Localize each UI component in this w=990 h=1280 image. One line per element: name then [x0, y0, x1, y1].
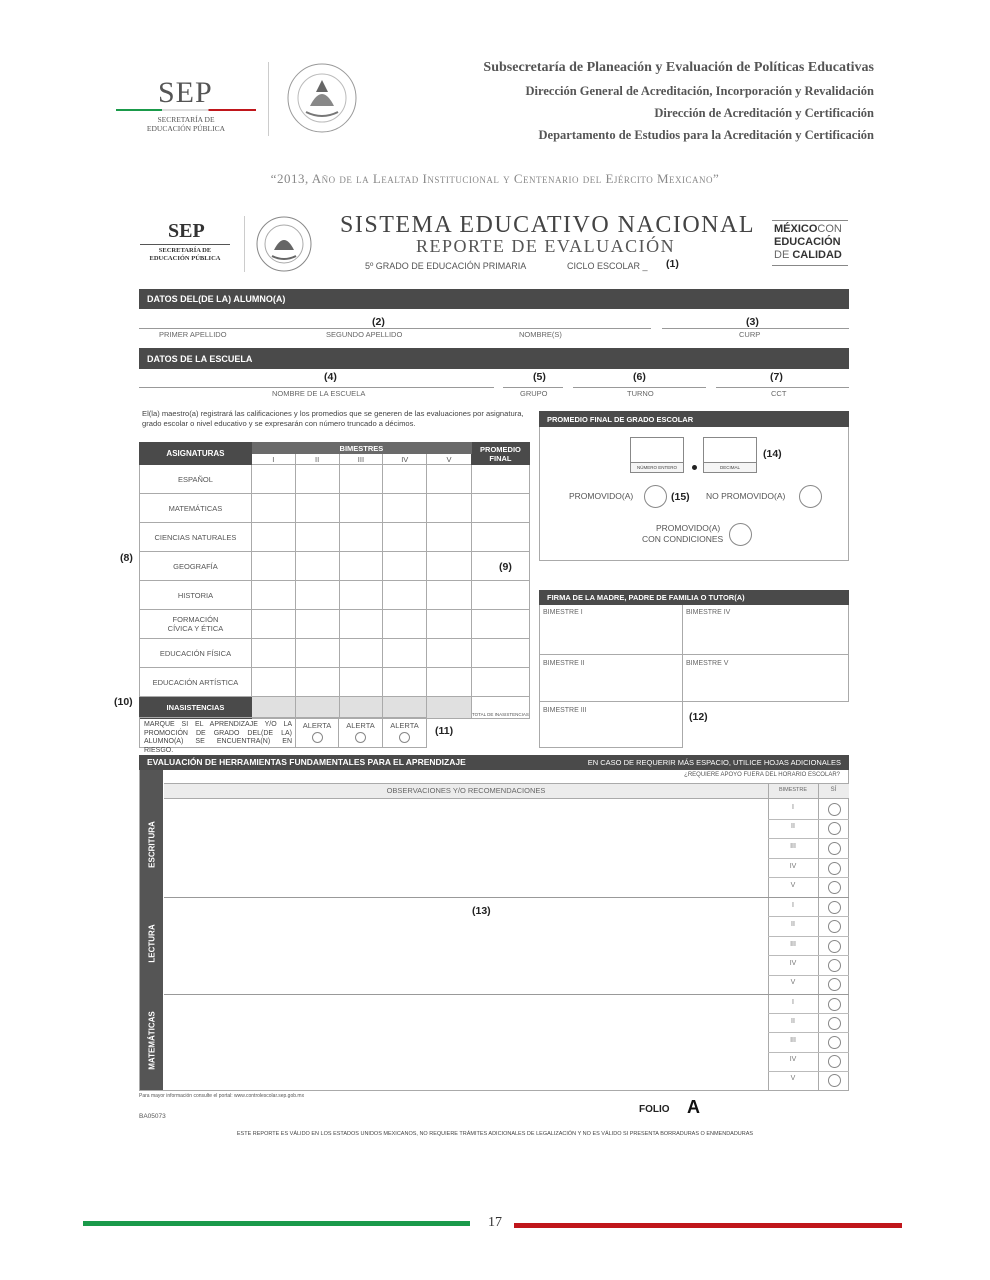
form-sep-logo-text: SEP [168, 220, 205, 242]
grade-cell[interactable] [295, 610, 339, 639]
grade-cell[interactable] [295, 494, 339, 523]
whole-number-box[interactable] [630, 437, 684, 473]
marker-9: (9) [499, 561, 512, 573]
support-radio[interactable] [828, 940, 841, 953]
grade-cell[interactable] [339, 610, 383, 639]
header-line-3: Dirección de Acreditación y Certificación [654, 106, 874, 120]
bimestre-label: III [790, 843, 796, 850]
final-cell[interactable] [471, 494, 529, 523]
signature-bimestre-5[interactable] [682, 654, 849, 702]
subject-ciencias: CIENCIAS NATURALES [140, 523, 252, 552]
marker-3: (3) [746, 316, 759, 328]
sep-logo-sub2: EDUCACIÓN PÚBLICA [146, 124, 226, 133]
bimestre-label: V [790, 979, 796, 987]
tools-title: EVALUACIÓN DE HERRAMIENTAS FUNDAMENTALES PARA EL APRENDIZAJE [147, 757, 466, 767]
bimestre-label: IV [789, 862, 797, 870]
label-school-name: NOMBRE DE LA ESCUELA [272, 389, 366, 398]
label-first-surname: PRIMER APELLIDO [159, 330, 227, 339]
tools-section-header [139, 755, 849, 770]
student-section-header: DATOS DEL(DE LA) ALUMNO(A) [139, 289, 849, 309]
page-number: 17 [488, 1215, 502, 1230]
absence-cell[interactable] [427, 697, 472, 719]
bimestres-header: BIMESTRES [251, 443, 471, 454]
quality-badge [772, 220, 848, 266]
motto: “2013, Año de la Lealtad Institucional y Centenario del Ejército Mexicano” [270, 171, 720, 186]
form-title: SISTEMA EDUCATIVO NACIONAL [340, 212, 755, 238]
alert-radio[interactable] [312, 732, 323, 743]
subject-fisica: EDUCACIÓN FÍSICA [140, 639, 252, 668]
school-line-group [503, 387, 563, 388]
signature-label: BIMESTRE IV [686, 609, 731, 616]
decimal-box[interactable] [703, 437, 757, 473]
final-average-box [539, 427, 849, 561]
alert-label: ALERTA [390, 721, 419, 730]
grade-cell[interactable] [251, 465, 295, 494]
obs-header: OBSERVACIONES Y/O RECOMENDACIONES [386, 786, 546, 795]
support-radio[interactable] [828, 803, 841, 816]
bimestre-col-4: IV [383, 454, 427, 465]
marker-6: (6) [633, 371, 646, 383]
subject-geografia: GEOGRAFÍA [140, 552, 252, 581]
total-absences[interactable] [471, 697, 529, 719]
grade-cell[interactable] [295, 639, 339, 668]
bimestre-label: I [792, 901, 794, 909]
risk-box [139, 717, 296, 754]
table-row [140, 523, 530, 552]
final-average-header: PROMEDIO FINAL [471, 443, 529, 465]
absence-cell[interactable] [295, 697, 339, 719]
form-sep-logo-rule [140, 244, 230, 245]
grade-cell[interactable] [295, 552, 339, 581]
bimestre-row-line [768, 1013, 849, 1014]
grade-cell[interactable] [251, 523, 295, 552]
grade-cell[interactable] [383, 639, 427, 668]
grade-cell[interactable] [251, 639, 295, 668]
absence-cell[interactable] [383, 697, 427, 719]
support-radio[interactable] [828, 1055, 841, 1068]
sep-logo-sub1: SECRETARÍA DE [157, 115, 215, 124]
school-line-cct [716, 387, 849, 388]
bimestre-col-2: II [295, 454, 339, 465]
marker-10: (10) [114, 696, 133, 708]
grade-cell[interactable] [339, 552, 383, 581]
alert-radio[interactable] [399, 732, 410, 743]
header-divider [268, 62, 269, 136]
absence-cell[interactable] [251, 697, 295, 719]
promoted-label: PROMOVIDO(A) [569, 491, 634, 501]
absence-cell[interactable] [339, 697, 383, 719]
bimestre-col-5: V [427, 454, 472, 465]
badge-rule-bottom [772, 265, 848, 266]
alert-label: ALERTA [302, 721, 332, 730]
marker-15: (15) [671, 491, 690, 503]
support-radio[interactable] [828, 1036, 841, 1049]
badge-rule-top [772, 220, 848, 221]
header-line-4: Departamento de Estudios para la Acreditación y Certificación [538, 128, 874, 142]
grade-cell[interactable] [427, 465, 472, 494]
decimal-label: DECIMAL [704, 462, 756, 472]
label-shift: TURNO [627, 389, 654, 398]
grade-cell[interactable] [339, 523, 383, 552]
marker-8: (8) [120, 552, 133, 564]
signature-label: BIMESTRE I [543, 609, 583, 616]
grade-cell[interactable] [427, 552, 472, 581]
bimestre-row-line [768, 1052, 849, 1053]
si-header: SÍ [830, 787, 837, 793]
grade-cell[interactable] [427, 639, 472, 668]
school-line-shift [573, 387, 706, 388]
observations-area[interactable] [164, 800, 767, 896]
support-radio[interactable] [828, 822, 841, 835]
label-names: NOMBRE(S) [519, 330, 562, 339]
marker-5: (5) [533, 371, 546, 383]
support-radio[interactable] [828, 862, 841, 875]
sep-logo-stripe [116, 109, 256, 111]
student-line-curp [662, 328, 849, 329]
label-curp: CURP [739, 330, 761, 339]
bimestre-header: BIMESTRE [778, 787, 808, 793]
promoted-cond-radio[interactable] [729, 523, 752, 546]
badge-line1 [774, 223, 842, 235]
bimestre-label: III [790, 1037, 796, 1044]
bimestre-label: IV [789, 959, 797, 967]
bimestre-row-line [768, 1032, 849, 1033]
form-subtitle: REPORTE DE EVALUACIÓN [416, 236, 676, 256]
absences-row [140, 697, 530, 719]
form-sep-logo-sub2: EDUCACIÓN PÚBLICA [149, 255, 221, 262]
folio-value: A [687, 1097, 700, 1117]
label-cct: CCT [771, 389, 787, 398]
bimestre-label: II [791, 823, 795, 831]
form-header-divider [244, 216, 245, 272]
subject-civica: FORMACIÓN CÍVICA Y ÉTICA [140, 610, 252, 639]
cycle-label: CICLO ESCOLAR _ [567, 261, 648, 271]
grade-cell[interactable] [427, 581, 472, 610]
grade-cell[interactable] [427, 668, 472, 697]
form-sep-logo [140, 220, 236, 270]
bimestre-label: V [790, 882, 796, 890]
badge-con: CON [817, 223, 842, 235]
badge-mexico: MÉXICO [774, 223, 818, 235]
bimestre-label: II [791, 921, 795, 929]
form-seal [256, 216, 312, 272]
support-radio[interactable] [828, 842, 841, 855]
grade-cell[interactable] [339, 639, 383, 668]
final-cell[interactable] [471, 523, 529, 552]
bimestre-row-line [768, 1071, 849, 1072]
alert-2 [339, 717, 383, 748]
bimestre-label: IV [789, 1056, 797, 1064]
support-radio[interactable] [828, 998, 841, 1011]
subjects-header: ASIGNATURAS [140, 443, 252, 465]
bimestre-row-line [768, 838, 849, 839]
grade-cell[interactable] [427, 523, 472, 552]
subject-historia: HISTORIA [140, 581, 252, 610]
signature-label: BIMESTRE III [543, 707, 587, 714]
bimestre-row-line [768, 877, 849, 878]
support-radio[interactable] [828, 920, 841, 933]
grade-cell[interactable] [427, 494, 472, 523]
grade-cell[interactable] [251, 552, 295, 581]
subject-matematicas: MATEMÁTICAS [140, 494, 252, 523]
tools-note: EN CASO DE REQUERIR MÁS ESPACIO, UTILICE HOJAS ADICIONALES [587, 758, 841, 767]
grade-cell[interactable] [295, 523, 339, 552]
signature-label: BIMESTRE II [543, 660, 585, 667]
portal-note: Para mayor información consulte el portal: www.controlescolar.sep.gob.mx [139, 1093, 305, 1099]
signature-bimestre-3[interactable] [539, 701, 683, 748]
grade-cell[interactable] [339, 465, 383, 494]
signature-bimestre-4[interactable] [682, 605, 849, 655]
form-code: BA05073 [139, 1113, 166, 1120]
bimestre-label: I [792, 998, 794, 1006]
signature-label: BIMESTRE V [686, 660, 729, 667]
absences-label: INASISTENCIAS [140, 697, 252, 719]
final-cell[interactable] [471, 610, 529, 639]
subject-espanol: ESPAÑOL [140, 465, 252, 494]
badge-calidad: CALIDAD [792, 249, 842, 261]
bimestre-col-1: I [251, 454, 295, 465]
support-question: ¿REQUIERE APOYO FUERA DEL HORARIO ESCOLAR? [684, 772, 840, 778]
table-row [140, 639, 530, 668]
grade-line: 5º GRADO DE EDUCACIÓN PRIMARIA [365, 261, 527, 271]
footer-green-bar [83, 1221, 470, 1226]
header-line-2: Dirección General de Acreditación, Incorporación y Revalidación [525, 84, 874, 98]
marker-7: (7) [770, 371, 783, 383]
marker-4: (4) [324, 371, 337, 383]
grade-cell[interactable] [383, 610, 427, 639]
grade-cell[interactable] [251, 494, 295, 523]
table-row [140, 581, 530, 610]
risk-text: MARQUE SI EL APRENDIZAJE Y/O LA PROMOCIÓN DE GRADO DEL(DE LA) ALUMNO(A) SE ENCUENTRA(N) EN RIESGO. [144, 721, 292, 754]
grade-cell[interactable] [295, 668, 339, 697]
table-row [140, 465, 530, 494]
school-line-name [139, 387, 494, 388]
not-promoted-label: NO PROMOVIDO(A) [706, 491, 786, 501]
bimestre-row-line [768, 936, 849, 937]
teacher-note: El(la) maestro(a) registrará las calificaciones y los promedios que se generen de las evaluaciones por asignatura, grado escolar o nivel educativo y se expresarán con número truncado a décimos. [142, 409, 524, 428]
table-row [140, 494, 530, 523]
badge-educacion: EDUCACIÓN [774, 236, 841, 248]
final-cell[interactable] [471, 639, 529, 668]
grade-cell[interactable] [339, 668, 383, 697]
validity-note: ESTE REPORTE ES VÁLIDO EN LOS ESTADOS UNIDOS MEXICANOS, NO REQUIERE TRÁMITES ADICIONALES DE LEGALIZACIÓN Y NO ES VÁLIDO SI PRESENTA BORRADURAS O ENMENDADURAS [236, 1131, 754, 1137]
badge-line3 [774, 249, 842, 261]
final-cell[interactable] [471, 668, 529, 697]
grade-cell[interactable] [251, 668, 295, 697]
area-matematicas-label: MATEMÁTICAS [147, 1011, 157, 1070]
signature-bimestre-2[interactable] [539, 654, 683, 702]
table-row [140, 668, 530, 697]
signatures-box [539, 605, 849, 748]
final-cell[interactable] [471, 552, 529, 581]
observations-area[interactable] [164, 898, 767, 993]
folio-label: FOLIO [639, 1104, 670, 1115]
grade-cell[interactable] [383, 494, 427, 523]
total-absences-label: TOTAL DE INASISTENCIAS [472, 712, 529, 717]
bimestre-row-line [768, 916, 849, 917]
support-radio[interactable] [828, 978, 841, 991]
grade-cell[interactable] [295, 465, 339, 494]
student-line-names [139, 328, 651, 329]
bimestre-row-line [768, 955, 849, 956]
final-average-section-header: PROMEDIO FINAL DE GRADO ESCOLAR [539, 411, 849, 427]
signatures-section-header: FIRMA DE LA MADRE, PADRE DE FAMILIA O TUTOR(A) [539, 590, 849, 605]
label-second-surname: SEGUNDO APELLIDO [326, 330, 403, 339]
grades-table [139, 442, 530, 719]
grade-cell[interactable] [383, 552, 427, 581]
subject-artistica: EDUCACIÓN ARTÍSTICA [140, 668, 252, 697]
grade-cell[interactable] [339, 581, 383, 610]
bimestre-label: V [790, 1075, 796, 1083]
marker-12: (12) [689, 711, 708, 723]
bimestre-col-3: III [339, 454, 383, 465]
alert-1 [296, 717, 339, 748]
sep-logo [116, 76, 256, 136]
support-radio[interactable] [828, 959, 841, 972]
grade-cell[interactable] [251, 581, 295, 610]
marker-13: (13) [472, 905, 491, 917]
bimestre-row-line [768, 975, 849, 976]
school-section-header: DATOS DE LA ESCUELA [139, 348, 849, 369]
form-sep-logo-sub1: SECRETARÍA DE [158, 247, 212, 254]
label-group: GRUPO [520, 389, 548, 398]
grade-cell[interactable] [427, 610, 472, 639]
alert-3 [383, 717, 427, 748]
area-lectura-label: LECTURA [147, 924, 157, 963]
promoted-cond-label-2: CON CONDICIONES [642, 534, 724, 544]
support-radio[interactable] [828, 1074, 841, 1087]
signature-bimestre-1[interactable] [539, 605, 683, 655]
support-radio[interactable] [828, 901, 841, 914]
grade-cell[interactable] [251, 610, 295, 639]
marker-2: (2) [372, 316, 385, 328]
national-seal [286, 62, 358, 134]
table-row [140, 552, 530, 581]
support-radio[interactable] [828, 881, 841, 894]
alert-radio[interactable] [355, 732, 366, 743]
promoted-radio[interactable] [644, 485, 667, 508]
table-row [140, 610, 530, 639]
marker-1: (1) [666, 258, 679, 270]
badge-de: DE [774, 249, 790, 261]
bimestre-label: II [791, 1017, 795, 1025]
header-line-1: Subsecretaría de Planeación y Evaluación de Políticas Educativas [483, 60, 874, 75]
grade-cell[interactable] [383, 668, 427, 697]
grade-cell[interactable] [339, 494, 383, 523]
bimestre-label: I [792, 803, 794, 811]
marker-14: (14) [763, 448, 782, 460]
grade-cell[interactable] [383, 465, 427, 494]
alert-label: ALERTA [346, 721, 375, 730]
grade-cell[interactable] [383, 581, 427, 610]
final-cell[interactable] [471, 465, 529, 494]
not-promoted-radio[interactable] [799, 485, 822, 508]
bimestre-row-line [768, 819, 849, 820]
area-escritura-label: ESCRITURA [147, 821, 157, 868]
bimestre-label: III [790, 940, 796, 948]
final-cell[interactable] [471, 581, 529, 610]
observations-area[interactable] [164, 995, 767, 1089]
bimestre-row-line [768, 858, 849, 859]
footer-red-bar [514, 1223, 902, 1228]
promoted-cond-label-1: PROMOVIDO(A) [656, 523, 721, 533]
grade-cell[interactable] [295, 581, 339, 610]
tools-body [139, 770, 849, 1091]
grade-cell[interactable] [383, 523, 427, 552]
support-radio[interactable] [828, 1017, 841, 1030]
whole-number-label: NÚMERO ENTERO [631, 462, 683, 472]
marker-11: (11) [435, 725, 454, 737]
sep-logo-text: SEP [158, 76, 213, 109]
decimal-point [692, 465, 697, 470]
